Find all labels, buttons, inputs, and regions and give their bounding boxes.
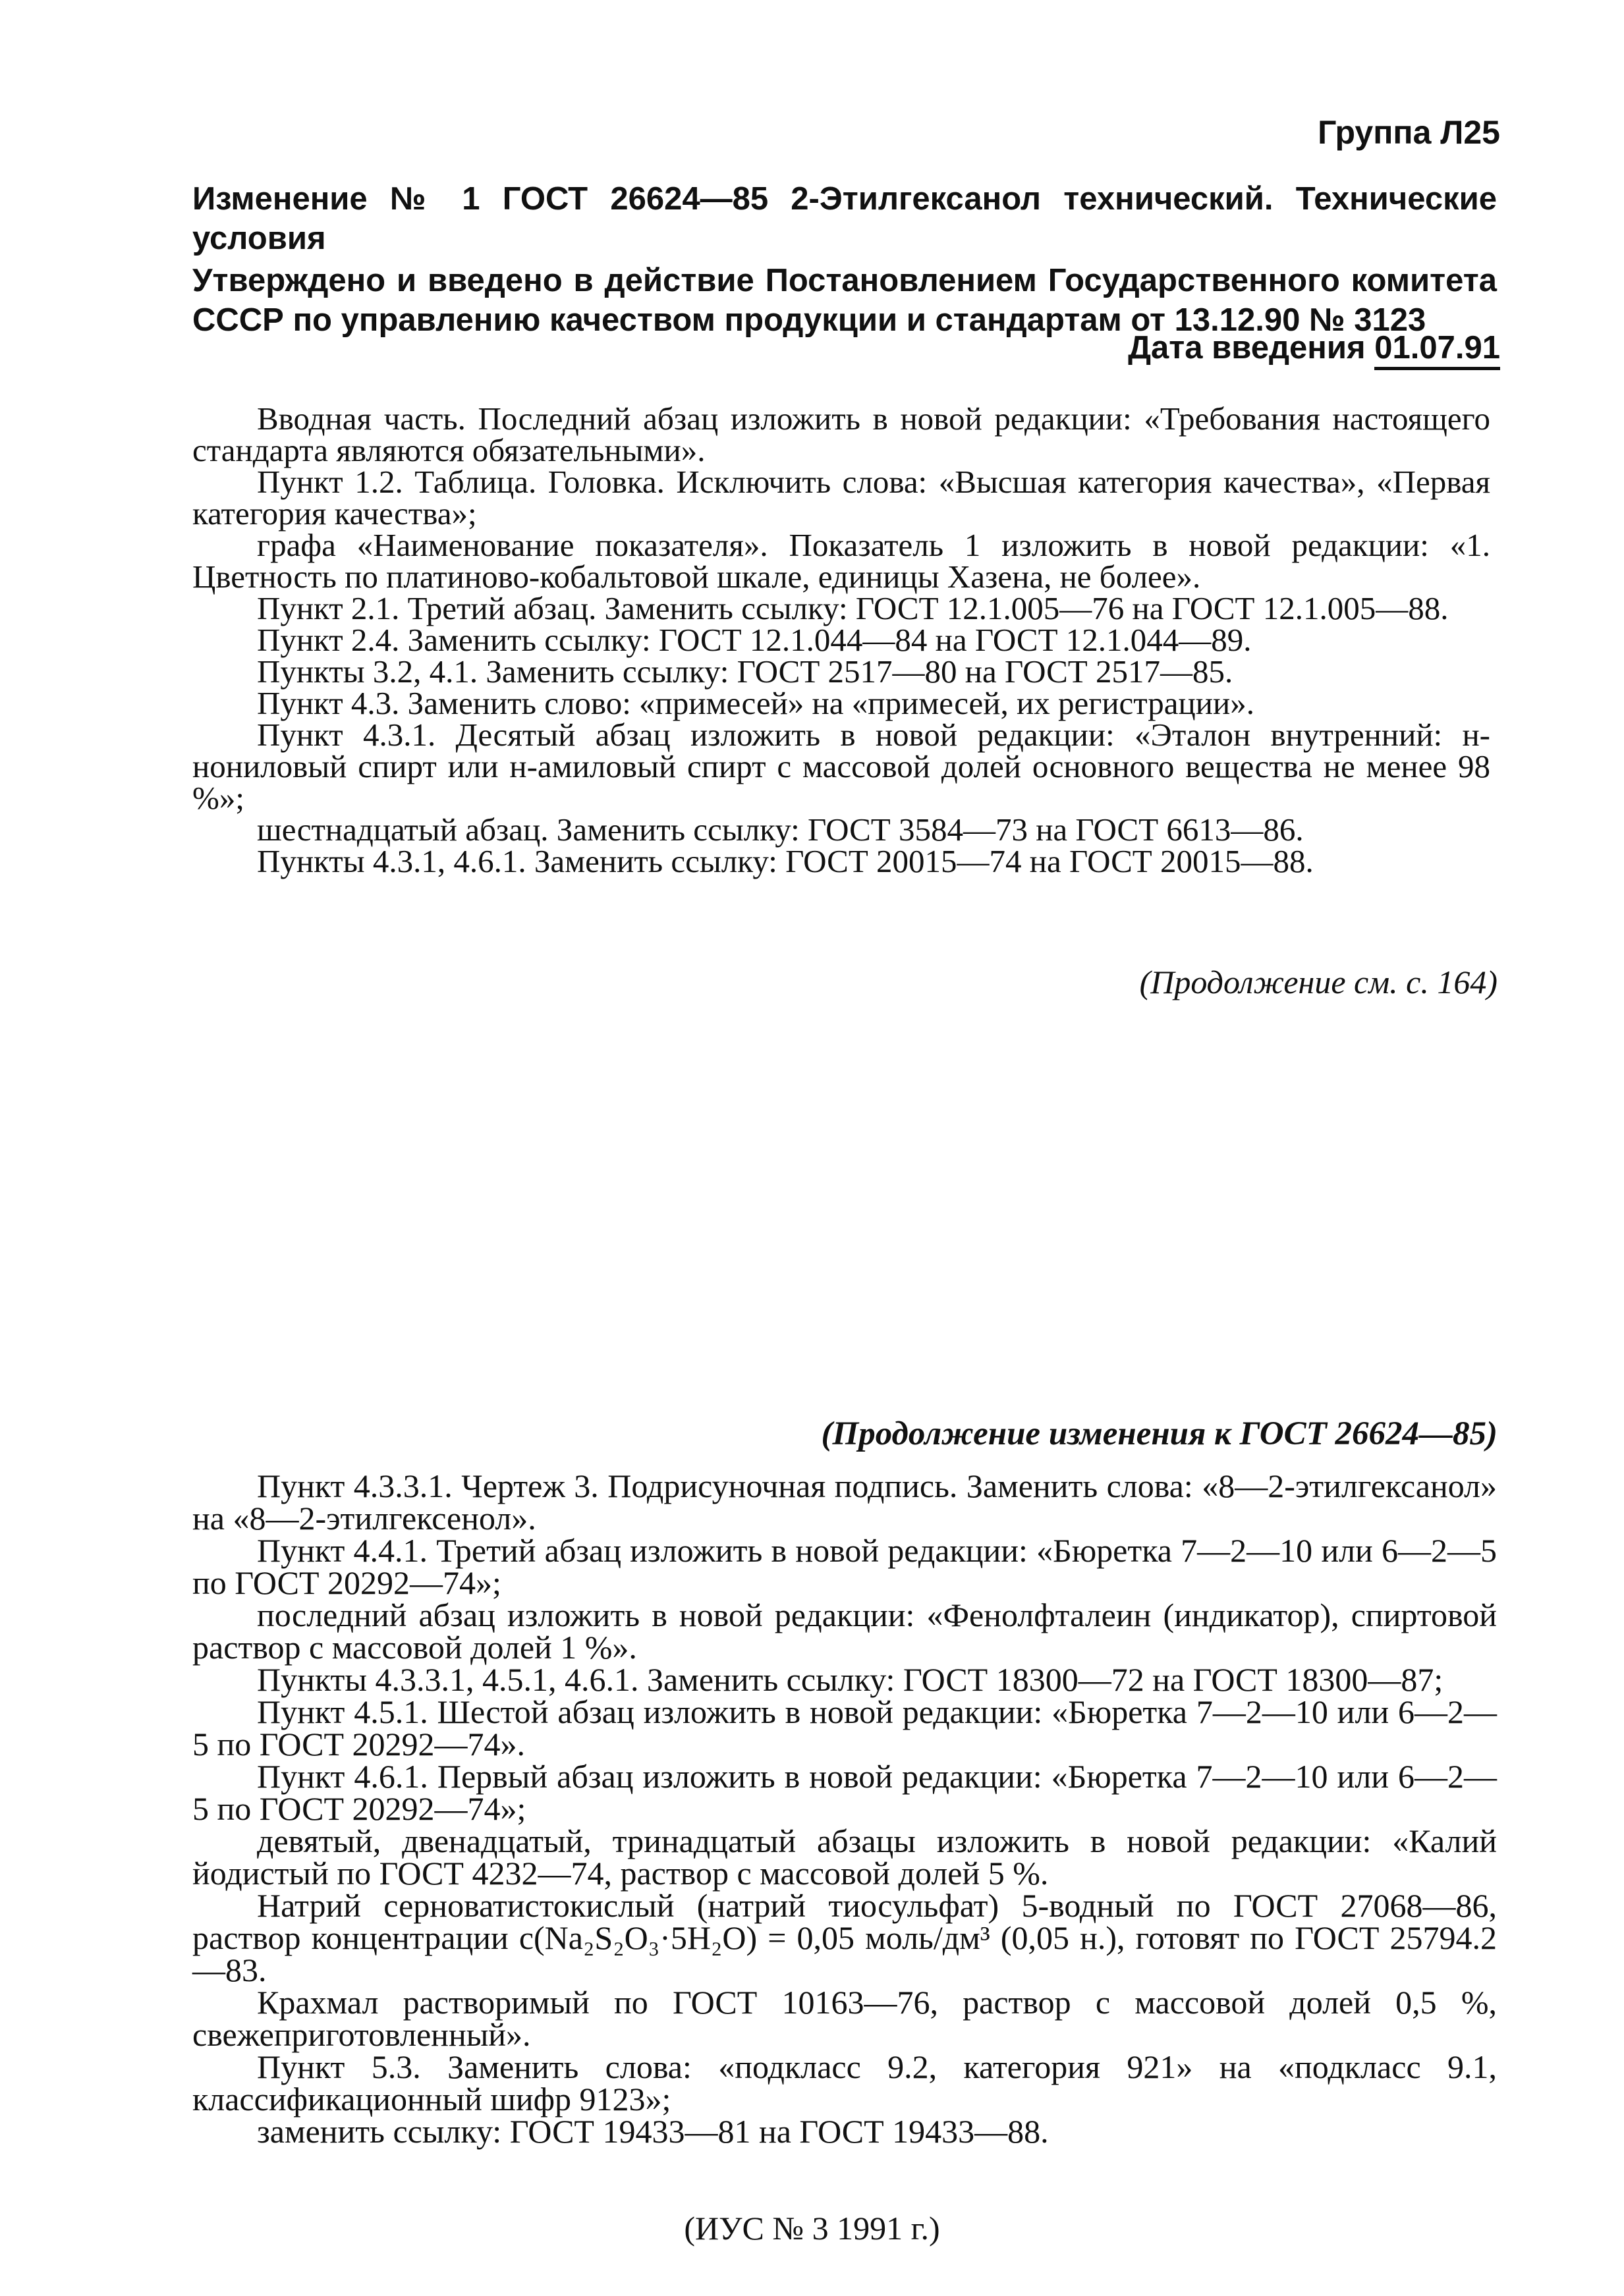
date-label: Дата введения: [1128, 330, 1366, 366]
paragraph: Крахмал растворимый по ГОСТ 10163—76, раствор с массовой долей 0,5 %, свежеприготовленный».: [192, 1984, 1497, 2053]
paragraph: Пункт 1.2. Таблица. Головка. Исключить слова: «Высшая категория качества», «Первая категория качества»;: [192, 464, 1490, 532]
paragraph: Пункт 4.4.1. Третий абзац изложить в новой редакции: «Бюретка 7—2—10 или 6—2—5 по ГОСТ 20292—74»;: [192, 1532, 1497, 1601]
amendments-part-1: [192, 400, 1490, 879]
continuation-heading: (Продолжение изменения к ГОСТ 26624—85): [821, 1415, 1498, 1452]
paragraph: шестнадцатый абзац. Заменить ссылку: ГОСТ 3584—73 на ГОСТ 6613—86.: [257, 811, 1304, 848]
paragraph: Пункты 3.2, 4.1. Заменить ссылку: ГОСТ 2517—80 на ГОСТ 2517—85.: [257, 653, 1233, 690]
introduction-date: [1128, 329, 1500, 366]
continued-note: (Продолжение см. с. 164): [1139, 964, 1498, 1000]
paragraph: последний абзац изложить в новой редакции: «Фенолфталеин (индикатор), спиртовой раствор с массовой долей 1 %».: [192, 1597, 1497, 1666]
date-value: 01.07.91: [1374, 330, 1500, 370]
amendments-part-2: [192, 1467, 1497, 2150]
approval-statement: Утверждено и введено в действие Постановлением Государственного комитета СССР по управлению качеством продукции и стандартам от 13.12.90 № 3123: [192, 263, 1497, 338]
paragraph: Пункты 4.3.1, 4.6.1. Заменить ссылку: ГОСТ 20015—74 на ГОСТ 20015—88.: [257, 843, 1314, 879]
group-code: Группа Л25: [1318, 114, 1500, 151]
paragraph: графа «Наименование показателя». Показатель 1 изложить в новой редакции: «1. Цветность по платиново-кобальтовой шкале, единицы Хазена, не более».: [192, 527, 1490, 595]
change-title: Изменение № 1 ГОСТ 26624—85 2-Этилгексанол технический. Технические условия: [192, 181, 1497, 256]
ius-reference: (ИУС № 3 1991 г.): [684, 2210, 940, 2247]
paragraph: Натрий серноватистокислый (натрий тиосульфат) 5-водный по ГОСТ 27068—86, раствор концентрации c(Na₂S₂O₃·5H₂O) = 0,05 моль/дм³ (0,05 н.), готовят по ГОСТ 25794.2—83.: [192, 1887, 1497, 1988]
paragraph: Пункт 2.1. Третий абзац. Заменить ссылку: ГОСТ 12.1.005—76 на ГОСТ 12.1.005—88.: [257, 590, 1449, 626]
paragraph: Пункт 2.4. Заменить ссылку: ГОСТ 12.1.044—84 на ГОСТ 12.1.044—89.: [257, 622, 1252, 658]
paragraph: Пункт 4.3.1. Десятый абзац изложить в новой редакции: «Эталон внутренний: н-нониловый спирт или н-амиловый спирт с массовой долей основного вещества не менее 98 %»;: [192, 717, 1490, 816]
paragraph: девятый, двенадцатый, тринадцатый абзацы изложить в новой редакции: «Калий йодистый по ГОСТ 4232—74, раствор с массовой долей 5 %.: [192, 1822, 1497, 1892]
paragraph: Пункт 4.6.1. Первый абзац изложить в новой редакции: «Бюретка 7—2—10 или 6—2—5 по ГОСТ 20292—74»;: [192, 1758, 1497, 1827]
paragraph: Пункт 4.5.1. Шестой абзац изложить в новой редакции: «Бюретка 7—2—10 или 6—2—5 по ГОСТ 20292—74».: [192, 1693, 1497, 1763]
paragraph: Пункт 5.3. Заменить слова: «подкласс 9.2, категория 921» на «подкласс 9.1, классификационный шифр 9123»;: [192, 2048, 1497, 2118]
paragraph: Пункт 4.3. Заменить слово: «примесей» на «примесей, их регистрации».: [257, 685, 1254, 721]
paragraph: Пункты 4.3.3.1, 4.5.1, 4.6.1. Заменить ссылку: ГОСТ 18300—72 на ГОСТ 18300—87;: [257, 1661, 1443, 1698]
paragraph: Вводная часть. Последний абзац изложить в новой редакции: «Требования настоящего стандарта являются обязательными».: [192, 400, 1490, 468]
paragraph: Пункт 4.3.3.1. Чертеж 3. Подрисуночная подпись. Заменить слова: «8—2-этилгексанол» на «8—2-этилгексенол».: [192, 1467, 1497, 1537]
paragraph: заменить ссылку: ГОСТ 19433—81 на ГОСТ 19433—88.: [257, 2113, 1049, 2150]
